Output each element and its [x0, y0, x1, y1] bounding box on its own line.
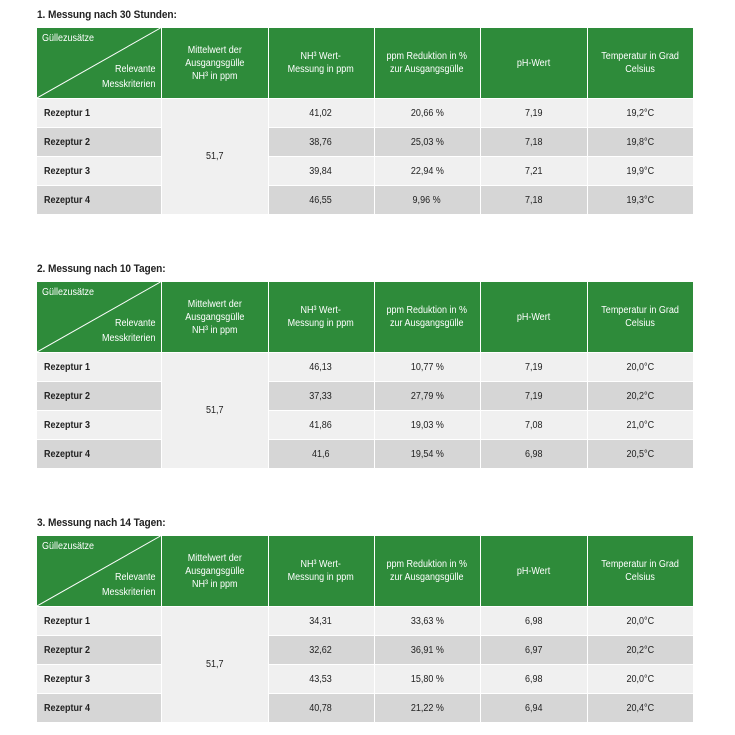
temperature-value-text: 19,9°C — [626, 165, 655, 177]
temperature-value — [587, 411, 693, 440]
table-row — [37, 128, 693, 157]
temperature-value-text: 21,0°C — [626, 419, 655, 431]
header-line: Temperatur in Grad — [601, 305, 680, 316]
reduction-value — [374, 186, 480, 215]
temperature-value-text: 20,2°C — [626, 644, 655, 656]
header-line: Mittelwert der — [187, 298, 242, 310]
header-line: pH-Wert — [516, 565, 551, 577]
ph-value — [480, 186, 587, 215]
reduction-value-text: 10,77 % — [410, 361, 444, 373]
row-label-text: Rezeptur 1 — [44, 107, 91, 119]
reduction-value-text: 19,03 % — [410, 419, 444, 431]
table-row — [37, 694, 693, 723]
header-line: Temperatur in Grad — [601, 51, 680, 62]
row-label — [37, 382, 161, 411]
table-row — [37, 665, 693, 694]
corner-bottom-line1: Relevante — [114, 572, 156, 583]
corner-bottom-line2: Messkriterien — [101, 79, 156, 90]
row-label-text: Rezeptur 1 — [44, 361, 91, 373]
measurement-table — [37, 28, 693, 214]
header-line: Mittelwert der — [187, 552, 242, 564]
header-line: Ausgangsgülle — [184, 565, 245, 577]
section-title: 2. Messung nach 10 Tagen: — [37, 263, 166, 275]
ph-value-text: 7,19 — [524, 361, 543, 373]
reduction-value — [374, 99, 480, 128]
header-temperature — [587, 536, 693, 607]
baseline-value-text: 51,7 — [205, 659, 224, 670]
reduction-value-text: 22,94 % — [410, 165, 444, 177]
header-temperature — [587, 282, 693, 353]
nh3-value-text: 43,53 — [309, 673, 333, 685]
header-nh3-measurement — [268, 536, 374, 607]
header-line: NH³ Wert- — [300, 51, 342, 62]
row-label — [37, 607, 161, 636]
ph-value — [480, 128, 587, 157]
header-line: Celsius — [625, 318, 656, 329]
nh3-value — [268, 99, 374, 128]
ph-value-text: 7,21 — [524, 165, 543, 177]
header-line: ppm Reduktion in % — [386, 305, 468, 316]
header-line: ppm Reduktion in % — [386, 51, 468, 62]
row-label-text: Rezeptur 2 — [44, 644, 91, 656]
temperature-value — [587, 694, 693, 723]
corner-bottom-label — [102, 316, 156, 346]
row-label — [37, 694, 161, 723]
row-label — [37, 99, 161, 128]
reduction-value — [374, 157, 480, 186]
header-line: Messung in ppm — [287, 572, 355, 583]
baseline-value — [161, 607, 268, 723]
header-baseline — [161, 536, 268, 607]
temperature-value — [587, 157, 693, 186]
temperature-value — [587, 636, 693, 665]
baseline-value — [161, 99, 268, 215]
reduction-value-text: 36,91 % — [410, 644, 444, 656]
corner-bottom-line2: Messkriterien — [101, 333, 156, 344]
corner-top-label: Güllezusätze — [42, 287, 95, 298]
header-temperature — [587, 28, 693, 99]
ph-value — [480, 665, 587, 694]
reduction-value — [374, 128, 480, 157]
nh3-value-text: 38,76 — [309, 136, 333, 148]
table-header-row — [37, 282, 693, 353]
row-label-text: Rezeptur 3 — [44, 165, 91, 177]
table-header-row — [37, 28, 693, 99]
nh3-value — [268, 636, 374, 665]
reduction-value-text: 25,03 % — [410, 136, 444, 148]
row-label — [37, 665, 161, 694]
header-ppm-reduction — [374, 282, 480, 353]
header-line: NH³ in ppm — [191, 70, 238, 82]
header-line: Messung in ppm — [287, 64, 355, 75]
header-line: NH³ in ppm — [191, 324, 238, 336]
nh3-value-text: 40,78 — [309, 702, 333, 714]
header-ph-value — [480, 28, 587, 99]
row-label — [37, 440, 161, 469]
nh3-value — [268, 694, 374, 723]
corner-bottom-label — [102, 570, 156, 600]
ph-value-text: 6,98 — [524, 448, 543, 460]
ph-value — [480, 382, 587, 411]
reduction-value-text: 9,96 % — [412, 194, 442, 206]
header-line: Temperatur in Grad — [601, 559, 680, 570]
table-row — [37, 411, 693, 440]
section-title: 1. Messung nach 30 Stunden: — [37, 9, 177, 21]
ph-value-text: 7,18 — [524, 194, 543, 206]
temperature-value — [587, 440, 693, 469]
corner-top-label: Güllezusätze — [42, 33, 95, 44]
header-line: zur Ausgangsgülle — [390, 64, 464, 75]
reduction-value-text: 15,80 % — [410, 673, 444, 685]
table-row — [37, 157, 693, 186]
corner-header-cell — [37, 536, 161, 607]
nh3-value-text: 41,86 — [309, 419, 333, 431]
ph-value-text: 6,98 — [524, 673, 543, 685]
header-ph-value — [480, 282, 587, 353]
table-row — [37, 382, 693, 411]
measurement-section-1 — [37, 7, 693, 214]
header-line: Celsius — [625, 572, 656, 583]
ph-value — [480, 99, 587, 128]
reduction-value — [374, 694, 480, 723]
temperature-value-text: 20,4°C — [626, 702, 655, 714]
temperature-value — [587, 665, 693, 694]
ph-value — [480, 607, 587, 636]
corner-top-label: Güllezusätze — [42, 541, 95, 552]
ph-value-text: 6,98 — [524, 615, 543, 627]
corner-header-cell — [37, 28, 161, 99]
reduction-value — [374, 353, 480, 382]
nh3-value-text: 39,84 — [309, 165, 333, 177]
corner-bottom-label — [102, 62, 156, 92]
corner-bottom-line1: Relevante — [114, 64, 156, 75]
temperature-value — [587, 607, 693, 636]
ph-value-text: 6,97 — [524, 644, 543, 656]
table-row — [37, 99, 693, 128]
measurement-section-3 — [37, 515, 693, 722]
header-line: NH³ Wert- — [300, 305, 342, 316]
reduction-value-text: 33,63 % — [410, 615, 444, 627]
header-ppm-reduction — [374, 28, 480, 99]
row-label-text: Rezeptur 3 — [44, 673, 91, 685]
temperature-value-text: 19,3°C — [626, 194, 655, 206]
row-label — [37, 186, 161, 215]
temperature-value — [587, 186, 693, 215]
reduction-value — [374, 665, 480, 694]
nh3-value — [268, 382, 374, 411]
nh3-value — [268, 665, 374, 694]
table-header-row — [37, 536, 693, 607]
corner-bottom-line2: Messkriterien — [101, 587, 156, 598]
reduction-value — [374, 607, 480, 636]
header-line: Ausgangsgülle — [184, 311, 245, 323]
header-line: pH-Wert — [516, 57, 551, 69]
nh3-value — [268, 353, 374, 382]
header-line: Celsius — [625, 64, 656, 75]
header-line: Mittelwert der — [187, 44, 242, 56]
row-label-text: Rezeptur 2 — [44, 136, 91, 148]
row-label-text: Rezeptur 4 — [44, 448, 91, 460]
row-label-text: Rezeptur 2 — [44, 390, 91, 402]
reduction-value — [374, 440, 480, 469]
row-label-text: Rezeptur 4 — [44, 194, 91, 206]
baseline-value-text: 51,7 — [205, 405, 224, 416]
measurement-table — [37, 282, 693, 468]
nh3-value — [268, 411, 374, 440]
header-ph-value — [480, 536, 587, 607]
header-nh3-measurement — [268, 282, 374, 353]
ph-value — [480, 636, 587, 665]
nh3-value — [268, 440, 374, 469]
nh3-value-text: 37,33 — [309, 390, 333, 402]
nh3-value — [268, 186, 374, 215]
nh3-value-text: 46,13 — [309, 361, 333, 373]
header-baseline — [161, 282, 268, 353]
ph-value-text: 7,19 — [524, 390, 543, 402]
temperature-value — [587, 99, 693, 128]
header-line: Messung in ppm — [287, 318, 355, 329]
nh3-value-text: 32,62 — [309, 644, 333, 656]
table-row — [37, 607, 693, 636]
table-row — [37, 440, 693, 469]
measurement-table — [37, 536, 693, 722]
reduction-value-text: 27,79 % — [410, 390, 444, 402]
row-label-text: Rezeptur 4 — [44, 702, 91, 714]
header-line: pH-Wert — [516, 311, 551, 323]
row-label — [37, 128, 161, 157]
table-row — [37, 186, 693, 215]
row-label-text: Rezeptur 1 — [44, 615, 91, 627]
row-label — [37, 411, 161, 440]
temperature-value-text: 20,0°C — [626, 615, 655, 627]
temperature-value-text: 20,5°C — [626, 448, 655, 460]
row-label-text: Rezeptur 3 — [44, 419, 91, 431]
row-label — [37, 157, 161, 186]
header-line: zur Ausgangsgülle — [390, 572, 464, 583]
reduction-value — [374, 382, 480, 411]
row-label — [37, 353, 161, 382]
ph-value — [480, 353, 587, 382]
baseline-value — [161, 353, 268, 469]
temperature-value-text: 20,0°C — [626, 361, 655, 373]
reduction-value-text: 20,66 % — [410, 107, 444, 119]
header-line: NH³ in ppm — [191, 578, 238, 590]
table-row — [37, 636, 693, 665]
ph-value — [480, 411, 587, 440]
reduction-value-text: 19,54 % — [410, 448, 444, 460]
measurement-section-2 — [37, 261, 693, 468]
nh3-value-text: 41,6 — [312, 448, 330, 460]
reduction-value — [374, 636, 480, 665]
header-line: Ausgangsgülle — [184, 57, 245, 69]
reduction-value-text: 21,22 % — [410, 702, 444, 714]
header-baseline — [161, 28, 268, 99]
reduction-value — [374, 411, 480, 440]
ph-value — [480, 440, 587, 469]
nh3-value-text: 46,55 — [309, 194, 333, 206]
header-line: ppm Reduktion in % — [386, 559, 468, 570]
temperature-value-text: 20,2°C — [626, 390, 655, 402]
ph-value — [480, 157, 587, 186]
header-nh3-measurement — [268, 28, 374, 99]
row-label — [37, 636, 161, 665]
corner-header-cell — [37, 282, 161, 353]
temperature-value — [587, 353, 693, 382]
nh3-value — [268, 607, 374, 636]
header-ppm-reduction — [374, 536, 480, 607]
ph-value-text: 6,94 — [524, 702, 543, 714]
corner-bottom-line1: Relevante — [114, 318, 156, 329]
nh3-value — [268, 128, 374, 157]
temperature-value-text: 19,8°C — [626, 136, 655, 148]
ph-value — [480, 694, 587, 723]
nh3-value-text: 34,31 — [309, 615, 333, 627]
temperature-value-text: 20,0°C — [626, 673, 655, 685]
baseline-value-text: 51,7 — [205, 151, 224, 162]
header-line: zur Ausgangsgülle — [390, 318, 464, 329]
nh3-value-text: 41,02 — [309, 107, 333, 119]
section-title: 3. Messung nach 14 Tagen: — [37, 517, 166, 529]
nh3-value — [268, 157, 374, 186]
temperature-value — [587, 382, 693, 411]
table-row — [37, 353, 693, 382]
ph-value-text: 7,08 — [524, 419, 543, 431]
ph-value-text: 7,18 — [524, 136, 543, 148]
header-line: NH³ Wert- — [300, 559, 342, 570]
temperature-value-text: 19,2°C — [626, 107, 655, 119]
temperature-value — [587, 128, 693, 157]
ph-value-text: 7,19 — [524, 107, 543, 119]
